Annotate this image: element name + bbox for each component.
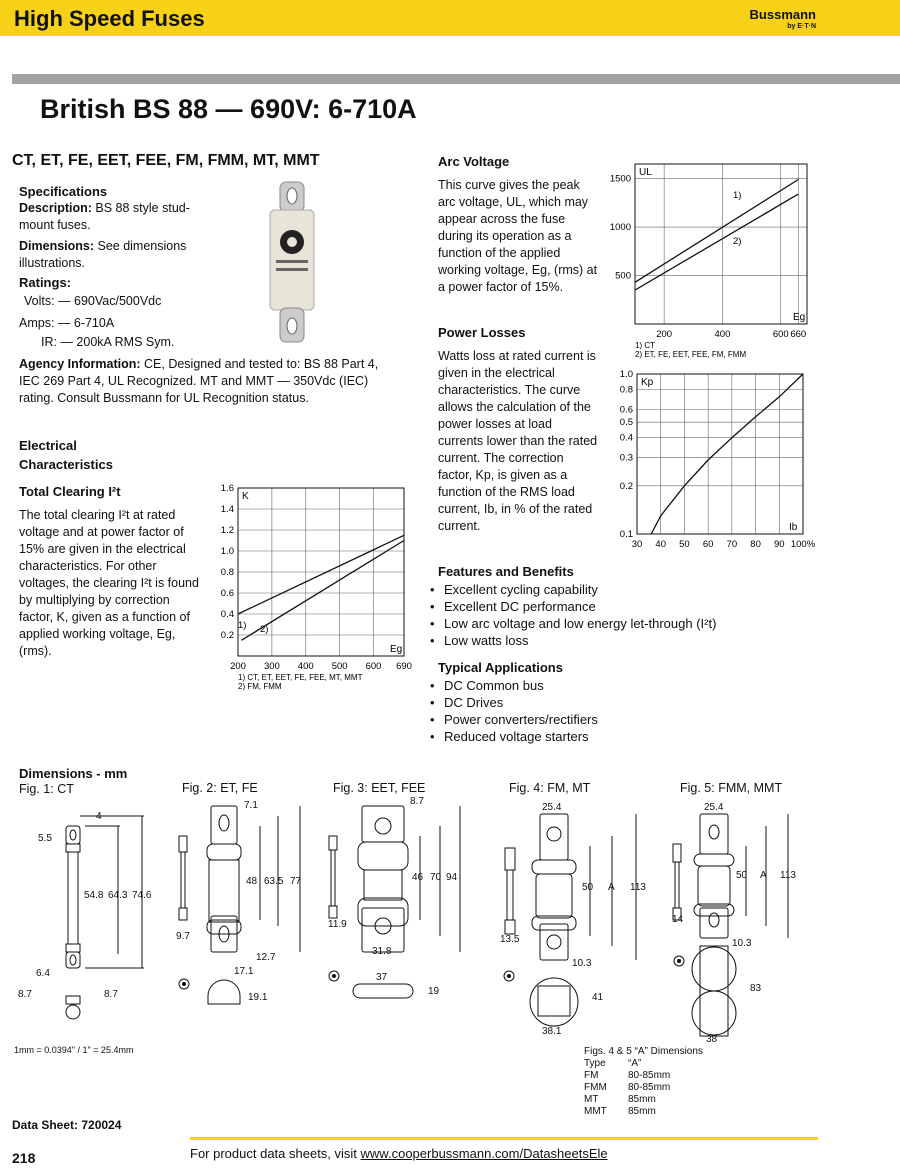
i2t-text: The total clearing I²t at rated voltage and at power factor of 15% are given in the electrical characteristics. For other voltages, the clearing I²t is found by multiplying by correction factor, K, given as a function of applied working voltage, Eg, (rms).	[19, 508, 199, 658]
dim-label: 10.3	[732, 938, 752, 949]
fig1-title: Fig. 1: CT	[19, 782, 74, 796]
power-text: Watts loss at rated current is given in the electrical characteristics. The curve allows the calculation of the power losses at load currents lower than the rated current. The correction factor, Kp, is given as a function of the RMS load current, Ib, in % of the rated current.	[438, 349, 598, 533]
x-tick-label: 60	[702, 539, 714, 550]
spec-dimensions	[19, 238, 219, 272]
dim-label: 50	[736, 870, 748, 881]
dim-label: 74.6	[132, 890, 152, 901]
dim-label: 19	[428, 986, 440, 997]
footer-divider	[190, 1137, 818, 1140]
y-tick-label: 0.2	[619, 480, 633, 492]
dim-label: 4	[96, 811, 102, 822]
x-tick-label: 90	[773, 539, 785, 550]
dim-label: 7.1	[244, 800, 258, 811]
brand-sub: by E·T·N	[787, 23, 816, 30]
dimensions-value: See dimensions illustrations.	[19, 239, 187, 270]
x-tick-label: 70	[726, 539, 738, 550]
rating-volts: Volts: — 690Vac/500Vdc	[24, 294, 162, 308]
dim-label: 50	[582, 882, 594, 893]
dim-label: 5.5	[38, 833, 52, 844]
y-tick-label: 1500	[609, 173, 631, 185]
x-tick-label: 300	[263, 661, 280, 672]
y-axis-label: Kp	[641, 377, 654, 388]
x-tick-label: 100%	[790, 539, 816, 550]
dim-label: 38.1	[542, 1026, 562, 1037]
dim-label: 6.4	[36, 968, 50, 979]
arc-heading: Arc Voltage	[438, 154, 510, 169]
dim-label: 83	[750, 983, 762, 994]
dim-label: 31.8	[372, 946, 392, 957]
power-heading: Power Losses	[438, 325, 526, 340]
table-cell: FM	[584, 1070, 599, 1081]
list-item: • DC Common bus	[430, 677, 598, 694]
x-axis-label: Eg	[390, 644, 403, 655]
table-row	[584, 1094, 676, 1106]
y-tick-label: 0.4	[619, 432, 633, 444]
list-item: • Low watts loss	[430, 632, 716, 649]
brand-name: Bussmann	[749, 7, 816, 22]
list-item: • Excellent DC performance	[430, 598, 716, 615]
dim-label: 70	[430, 872, 442, 883]
table-row	[584, 1106, 676, 1118]
power-loss-chart	[605, 368, 820, 556]
footer-text	[190, 1146, 608, 1161]
divider-bar	[12, 74, 900, 84]
list-item: • Low arc voltage and low energy let-through (I²t)	[430, 615, 716, 632]
description-value: BS 88 style stud-mount fuses.	[19, 201, 190, 232]
chart-note: 1) CT, ET, EET, FE, FEE, MT, MMT	[238, 673, 363, 682]
dim-label: 77	[290, 876, 302, 887]
x-tick-label: 400	[297, 661, 314, 672]
fig4-title: Fig. 4: FM, MT	[509, 781, 591, 795]
x-tick-label: 600	[365, 661, 382, 672]
applications-heading: Typical Applications	[438, 660, 563, 675]
dim-label: 25.4	[542, 802, 562, 813]
dim-label: A	[760, 870, 767, 881]
y-tick-label: 0.6	[619, 404, 633, 416]
y-tick-label: 0.5	[619, 417, 633, 429]
header-title: High Speed Fuses	[14, 6, 205, 31]
x-tick-label: 400	[714, 329, 731, 340]
x-tick-label: 660	[790, 329, 807, 340]
electrical-heading: Electrical Characteristics	[19, 438, 113, 472]
rating-amps: Amps: — 6-710A	[19, 316, 115, 330]
table-cell: 85mm	[628, 1106, 656, 1117]
agency-label: Agency Information:	[19, 357, 141, 371]
ratings-label: Ratings:	[19, 275, 71, 290]
chart-note: 1) CT	[635, 341, 655, 350]
table-cell: 85mm	[628, 1094, 656, 1105]
table-cell: 80-85mm	[628, 1082, 671, 1093]
table-cell: FMM	[584, 1082, 607, 1093]
dim-label: 13.5	[500, 934, 520, 945]
page-number: 218	[12, 1150, 36, 1166]
dim-label: 25.4	[704, 802, 724, 813]
dim-label: 113	[780, 870, 796, 881]
dim-label: 10.3	[572, 958, 592, 969]
datasheet-link[interactable]: www.cooperbussmann.com/DatasheetsEle	[360, 1146, 608, 1161]
x-tick-label: 50	[679, 539, 690, 550]
x-axis-label: Ib	[789, 522, 798, 533]
dimensions-label: Dimensions:	[19, 239, 95, 253]
series-label: 2)	[260, 624, 269, 635]
fig3-title: Fig. 3: EET, FEE	[333, 781, 426, 795]
y-tick-label: 1.0	[220, 546, 234, 557]
y-tick-label: 0.8	[619, 384, 633, 396]
list-item: • Reduced voltage starters	[430, 728, 598, 745]
features-heading: Features and Benefits	[438, 564, 574, 579]
table-cell: MT	[584, 1094, 599, 1105]
x-axis-label: Eg	[793, 312, 806, 323]
dim-label: 8.7	[104, 989, 118, 1000]
y-tick-label: 1.2	[220, 525, 234, 536]
specs-heading: Specifications	[19, 184, 108, 199]
k-factor-chart	[210, 480, 410, 700]
x-tick-label: 200	[230, 661, 246, 672]
y-tick-label: 0.8	[220, 567, 234, 578]
a-dims-grid	[584, 1058, 676, 1118]
y-tick-label: 0.1	[619, 529, 633, 540]
page-title: British BS 88 — 690V: 6-710A	[40, 94, 417, 124]
y-tick-label: 0.3	[619, 452, 633, 464]
dim-label: 41	[592, 992, 604, 1003]
dim-label: 37	[376, 972, 388, 983]
dim-label: 8.7	[410, 796, 424, 807]
agency-value: CE, Designed and tested to: BS 88 Part 4, IEC 269 Part 4, UL Recognized. MT and MMT — 350Vdc (IEC) rating. Consult Bussmann for UL Recognition status.	[19, 357, 379, 405]
applications-list	[430, 677, 598, 745]
table-cell: 80-85mm	[628, 1070, 671, 1081]
spec-agency	[19, 356, 394, 407]
x-tick-label: 80	[750, 539, 761, 550]
x-tick-label: 40	[655, 539, 667, 550]
y-axis-label: K	[242, 491, 249, 502]
dim-label: 54.8	[84, 890, 104, 901]
conversion-note: 1mm = 0.0394" / 1" = 25.4mm	[14, 1045, 134, 1055]
arc-voltage-chart	[603, 158, 813, 368]
table-cell: MMT	[584, 1106, 607, 1117]
y-tick-label: 0.4	[220, 609, 234, 620]
table-row	[584, 1070, 676, 1082]
y-axis-label: UL	[639, 167, 652, 178]
x-tick-label: 690	[396, 661, 412, 672]
y-tick-label: 1.0	[619, 369, 633, 380]
y-tick-label: 1000	[609, 222, 631, 234]
series-label: 2)	[733, 236, 742, 247]
brand-logo	[750, 9, 816, 33]
datasheet-number: Data Sheet: 720024	[12, 1118, 122, 1132]
dim-label: 11.9	[328, 919, 347, 930]
fuse-product-image	[262, 180, 324, 345]
page-subtitle: CT, ET, FE, EET, FEE, FM, FMM, MT, MMT	[12, 152, 320, 169]
description-label: Description:	[19, 201, 92, 215]
dim-label: 17.1	[234, 966, 254, 977]
table-row	[584, 1058, 676, 1070]
footer-label: For product data sheets, visit	[190, 1146, 361, 1161]
fig2-title: Fig. 2: ET, FE	[182, 781, 258, 795]
dim-label: 113	[630, 882, 646, 893]
dim-label: 12.7	[256, 952, 276, 963]
y-tick-label: 1.6	[220, 483, 234, 494]
x-tick-label: 200	[656, 329, 673, 340]
arc-text: This curve gives the peak arc voltage, UL, which may appear across the fuse during its operation as a function of the applied working voltage, Eg, (rms) at a power factor of 15%.	[438, 178, 598, 294]
dim-label: A	[608, 882, 615, 893]
dim-label: 19.1	[248, 992, 268, 1003]
y-tick-label: 1.4	[220, 504, 234, 515]
x-tick-label: 600	[772, 329, 789, 340]
dim-label: 8.7	[18, 989, 32, 1000]
series-label: 1)	[733, 190, 742, 201]
spec-description	[19, 200, 219, 234]
rating-ir: IR: — 200kA RMS Sym.	[41, 335, 175, 349]
x-tick-label: 30	[631, 539, 643, 550]
dim-label: 9.7	[176, 931, 190, 942]
list-item: • Power converters/rectifiers	[430, 711, 598, 728]
features-list	[430, 581, 716, 649]
y-tick-label: 0.6	[220, 588, 234, 599]
a-dims-title: Figs. 4 & 5 “A” Dimensions	[584, 1046, 703, 1057]
table-row	[584, 1082, 676, 1094]
table-cell: Type	[584, 1058, 606, 1069]
plot-frame	[635, 164, 807, 324]
dim-label: 46	[412, 872, 424, 883]
chart-note: 2) FM, FMM	[238, 682, 282, 691]
i2t-heading: Total Clearing I²t	[19, 484, 121, 499]
series-line	[635, 180, 798, 283]
a-dimensions-table	[584, 1046, 703, 1118]
y-tick-label: 500	[615, 270, 631, 282]
dim-label: 94	[446, 872, 458, 883]
dim-label: 14	[672, 914, 684, 925]
y-tick-label: 0.2	[220, 630, 234, 641]
series-line	[238, 535, 404, 614]
dim-label: 63.5	[264, 876, 284, 887]
dim-label: 38	[706, 1034, 718, 1045]
dimensions-heading: Dimensions - mm	[19, 766, 128, 781]
x-tick-label: 500	[331, 661, 348, 672]
table-cell: “A”	[628, 1058, 642, 1069]
dim-label: 64.3	[108, 890, 128, 901]
dimension-drawings	[0, 796, 900, 1045]
fig5-title: Fig. 5: FMM, MMT	[680, 781, 783, 795]
dim-label: 48	[246, 876, 258, 887]
list-item: • Excellent cycling capability	[430, 581, 716, 598]
series-line	[651, 374, 803, 534]
list-item: • DC Drives	[430, 694, 598, 711]
series-label: 1)	[238, 620, 247, 631]
chart-note: 2) ET, FE, EET, FEE, FM, FMM	[635, 350, 747, 359]
